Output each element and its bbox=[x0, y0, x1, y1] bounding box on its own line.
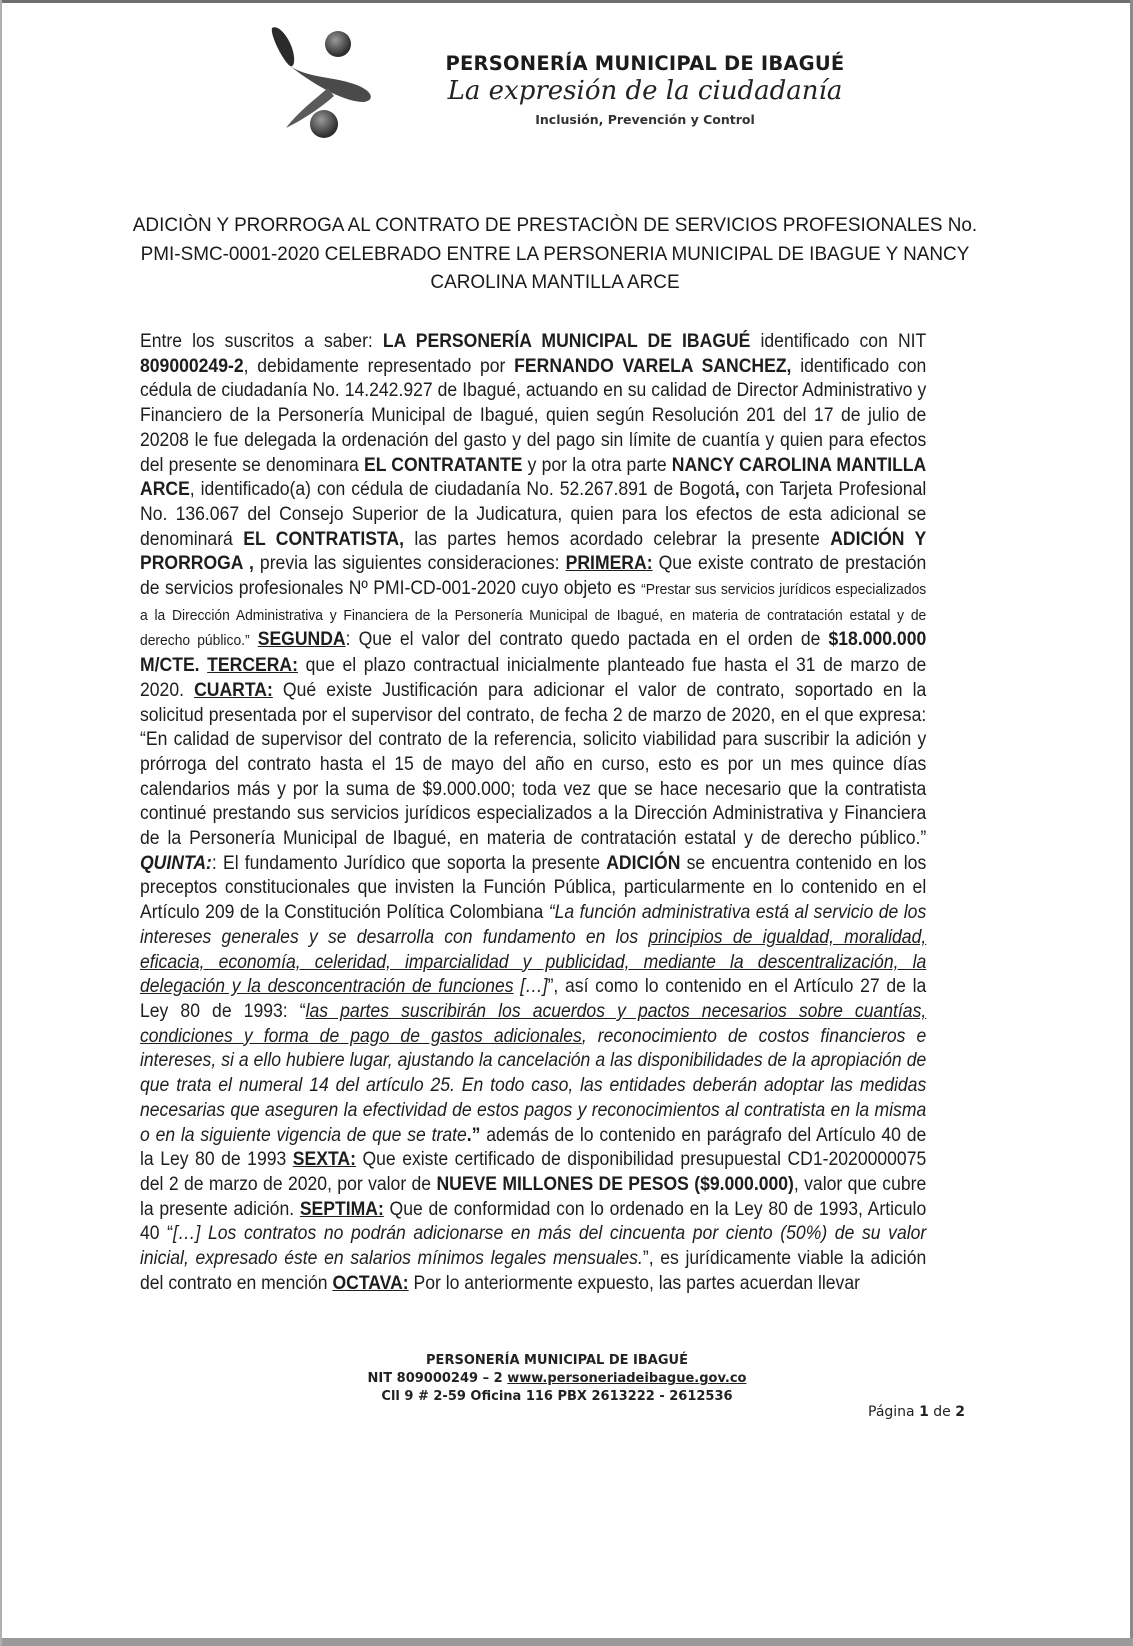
body-underlined-principles: principios de igualdad, moralidad, eficacia, economía, celeridad, imparcialidad y publicidad, mediante la descentralización, la delegación y la desconcentración de funciones bbox=[140, 926, 927, 998]
body-text-segment: además de lo contenido en parágrafo del Artículo 40 de la Ley 80 de 1993 bbox=[140, 1124, 927, 1171]
body-text-segment: que el plazo contractual inicialmente planteado fue hasta el 31 de marzo de 2020. bbox=[140, 655, 927, 701]
body-text-segment: Qué existe Justificación para adicionar el valor de contrato, soportado en la solicitud presentada por el supervisor del contrato, de fecha 2 de marzo de 2020, en el que expresa: “En calidad de supervisor del contrato de la referencia, solicito viabilidad para suscribir la adición y prórroga del contrato hasta el 15 de mayo del año en curso, esto es por un mes quince días calendarios más y por la suma de $9.000.000; toda vez que se hace necesario que la contratista continué prestando sus servicios jurídicos especializados a la Dirección Administrativa y Financiera de la Personería Municipal de Ibagué, en materia de contratación estatal y de derecho público.” bbox=[140, 679, 927, 850]
footer-org-name: PERSONERÍA MUNICIPAL DE IBAGUÉ bbox=[426, 1353, 688, 1368]
body-text-segment: las partes hemos acordado celebrar la presente bbox=[404, 528, 831, 550]
body-bold-adicion-word: ADICIÓN bbox=[606, 852, 681, 874]
body-bold-comma: , bbox=[734, 479, 740, 501]
body-text-segment: ”, es jurídicamente viable la adición del contrato en mención bbox=[140, 1248, 927, 1294]
body-text-segment: Por lo anteriormente expuesto, las partes acuerdan llevar bbox=[408, 1272, 860, 1294]
body-italic-ellipsis: […] bbox=[513, 976, 548, 998]
body-text-segment: Que existe contrato de prestación de servicios profesionales Nº PMI-CD-001-2020 cuyo objeto es bbox=[140, 553, 927, 600]
body-text-segment: ”, así como lo contenido en el Artículo 27 de la Ley 80 de 1993: “ bbox=[140, 976, 927, 1022]
body-underlined-agreements: las partes suscribirán los acuerdos y pactos necesarios sobre cuantías, condiciones y forma de pago de gastos adicionales bbox=[140, 1000, 927, 1047]
body-bold-representative: FERNANDO VARELA SANCHEZ, bbox=[514, 355, 792, 377]
body-bold-nit: 809000249-2 bbox=[140, 355, 244, 377]
personeria-logo-icon bbox=[268, 22, 398, 152]
header-slogan: La expresión de la ciudadanía bbox=[447, 76, 843, 106]
body-bold-contractor-name: NANCY CAROLINA MANTILLA ARCE bbox=[140, 454, 927, 501]
body-text-segment: identificado con cédula de ciudadanía No. 14.242.927 de Ibagué, actuando en su calidad de Director Administrativo y Financiero de la Personería Municipal de Ibagué, quien según Resolución 201 del 17 de julio de 20208 le fue delegada la ordenación del gasto y del pago sin límite de cuantía y quien para efectos del presente se denominara bbox=[140, 355, 927, 476]
scan-border-left bbox=[0, 0, 2, 1646]
body-text-segment: : El fundamento Jurídico que soporta la presente bbox=[211, 852, 607, 874]
document-title bbox=[114, 211, 997, 297]
clause-quinta: QUINTA: bbox=[140, 852, 212, 874]
clause-segunda: SEGUNDA bbox=[257, 629, 346, 651]
body-text-segment bbox=[200, 655, 208, 676]
page-of-label: de bbox=[928, 1404, 956, 1420]
body-text-segment: , valor que cubre la presente adición. bbox=[140, 1173, 927, 1220]
body-bold-close-quote: .” bbox=[466, 1124, 481, 1146]
scan-border-bottom bbox=[0, 1638, 1133, 1646]
body-italic-quote-2: , reconocimiento de costos financieros e intereses, si a ello hubiere lugar, ajustando la cancelación a las disponibilidades de la apropiación de que trata el numeral 14 del artículo 25. En todo caso, las entidades deberán adoptar las medidas necesarias que aseguren la efectividad de estos pagos y reconocimientos al contratista en la misma o en la siguiente vigencia de que se trate bbox=[140, 1025, 927, 1146]
clause-primera: PRIMERA: bbox=[565, 553, 653, 575]
body-italic-quote: “La función administrativa está al servicio de los intereses generales y se desarrolla con fundamento en los bbox=[140, 902, 927, 948]
body-bold-entity: LA PERSONERÍA MUNICIPAL DE IBAGUÉ bbox=[382, 331, 751, 352]
body-text-segment: Que existe certificado de disponibilidad presupuestal CD1-2020000075 del 2 de marzo de 2020, por valor de bbox=[140, 1149, 927, 1195]
body-bold-value: $18.000.000 M/CTE. bbox=[140, 629, 927, 677]
title-line-2: PMI-SMC-0001-2020 CELEBRADO ENTRE LA PERSONERIA MUNICIPAL DE IBAGUE Y NANCY bbox=[140, 242, 970, 265]
body-text-segment: : Que el valor del contrato quedo pactada en el orden de bbox=[345, 629, 829, 651]
body-bold-contratante: EL CONTRATANTE bbox=[363, 454, 523, 476]
body-text-segment: previa las siguientes consideraciones: bbox=[253, 553, 566, 575]
body-text-segment: y por la otra parte bbox=[522, 454, 672, 476]
clause-septima: SEPTIMA: bbox=[299, 1198, 384, 1220]
body-text-segment: identificado con NIT bbox=[750, 331, 927, 352]
footer-nit: NIT 809000249 – 2 bbox=[367, 1371, 508, 1386]
clause-sexta: SEXTA: bbox=[292, 1149, 356, 1171]
scan-border-top bbox=[0, 0, 1133, 3]
page-current: 1 bbox=[919, 1404, 929, 1420]
page-total: 2 bbox=[955, 1404, 965, 1420]
body-text-segment: Entre los suscritos a saber: bbox=[140, 331, 383, 352]
contract-body bbox=[140, 330, 926, 1296]
body-bold-adicion: ADICIÓN Y PRORROGA , bbox=[140, 528, 927, 575]
page-footer bbox=[327, 1352, 787, 1406]
title-line-1: ADICIÒN Y PRORROGA AL CONTRATO DE PRESTACIÒN DE SERVICIOS PROFESIONALES No. bbox=[132, 214, 978, 236]
clause-octava: OCTAVA: bbox=[332, 1272, 409, 1294]
body-italic-quote-3: […] Los contratos no podrán adicionarse en más del cincuenta por ciento (50%) de su valor inicial, expresado éste en salarios mínimos legales mensuales. bbox=[140, 1223, 927, 1270]
clause-tercera: TERCERA: bbox=[207, 655, 298, 677]
body-bold-amount: NUEVE MILLONES DE PESOS ($9.000.000) bbox=[436, 1173, 794, 1195]
body-text-segment: Que de conformidad con lo ordenado en la Ley 80 de 1993, Articulo 40 “ bbox=[140, 1198, 927, 1245]
page-number bbox=[860, 1404, 965, 1420]
body-text-segment: , debidamente representado por bbox=[243, 355, 515, 377]
clause-cuarta: CUARTA: bbox=[194, 679, 273, 701]
body-contract-object: “Prestar sus servicios jurídicos especializados a la Dirección Administrativa y Financiera de la Personería Municipal de Ibagué, en materia de contratación estatal y de derecho público.” bbox=[140, 581, 927, 650]
header-sub-slogan: Inclusión, Prevención y Control bbox=[535, 112, 755, 127]
page-label: Página bbox=[868, 1404, 920, 1420]
footer-address: Cll 9 # 2-59 Oficina 116 PBX 2613222 - 2612536 bbox=[381, 1389, 733, 1404]
body-bold-contratista: EL CONTRATISTA, bbox=[243, 528, 405, 550]
footer-nit-line bbox=[327, 1370, 787, 1388]
footer-website-link[interactable]: www.personeriadeibague.gov.co bbox=[507, 1371, 747, 1386]
body-text-segment: se encuentra contenido en los preceptos constitucionales que invisten la Función Pública, particularmente en lo contenido en el Artículo 209 de la Constitución Política Colombiana bbox=[140, 852, 927, 924]
body-text-segment: , identificado(a) con cédula de ciudadanía No. 52.267.891 de Bogotá bbox=[189, 479, 735, 501]
body-text-segment: con Tarjeta Profesional No. 136.067 del Consejo Superior de la Judicatura, quien para los efectos de esta adicional se denominará bbox=[140, 479, 927, 550]
title-line-3: CAROLINA MANTILLA ARCE bbox=[430, 271, 680, 293]
header-org-name: PERSONERÍA MUNICIPAL DE IBAGUÉ bbox=[445, 52, 845, 75]
